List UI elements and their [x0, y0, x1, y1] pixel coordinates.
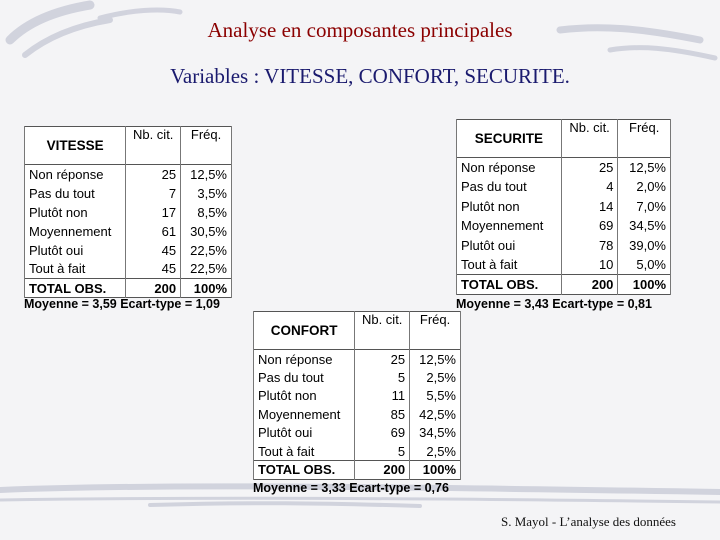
row-label: Moyennement: [457, 216, 562, 236]
vitesse-stats: Moyenne = 3,59 Ecart-type = 1,09: [24, 297, 220, 311]
total-count: 200: [126, 279, 181, 298]
table-row: [254, 368, 461, 387]
row-label: Plutôt non: [25, 203, 126, 222]
table-row: [25, 203, 232, 222]
total-row: [25, 279, 232, 298]
vitesse-col-nb: Nb. cit.: [126, 127, 181, 165]
row-count: 11: [355, 387, 410, 406]
row-count: 4: [561, 177, 618, 197]
total-count: 200: [561, 275, 618, 295]
row-count: 85: [355, 405, 410, 424]
row-freq: 12,5%: [181, 165, 232, 184]
table-row: [25, 241, 232, 260]
table-row: [457, 255, 671, 275]
row-label: Moyennement: [25, 222, 126, 241]
row-freq: 12,5%: [410, 350, 461, 369]
row-label: Plutôt oui: [457, 236, 562, 256]
row-freq: 12,5%: [618, 158, 671, 178]
row-freq: 22,5%: [181, 260, 232, 279]
page-subtitle: Variables : VITESSE, CONFORT, SECURITE.: [170, 64, 570, 88]
row-freq: 5,5%: [410, 387, 461, 406]
row-label: Pas du tout: [457, 177, 562, 197]
total-row: [457, 275, 671, 295]
table-row: [254, 350, 461, 369]
confort-col-freq: Fréq.: [410, 312, 461, 350]
row-freq: 34,5%: [410, 424, 461, 443]
row-freq: 7,0%: [618, 197, 671, 217]
total-freq: 100%: [618, 275, 671, 295]
total-label: TOTAL OBS.: [457, 275, 562, 295]
row-freq: 2,5%: [410, 368, 461, 387]
row-count: 69: [355, 424, 410, 443]
table-row: [457, 197, 671, 217]
row-label: Tout à fait: [254, 442, 355, 461]
confort-stats: Moyenne = 3,33 Ecart-type = 0,76: [253, 481, 449, 495]
row-label: Pas du tout: [25, 184, 126, 203]
securite-header: SECURITE: [457, 120, 562, 158]
row-label: Plutôt non: [457, 197, 562, 217]
row-freq: 2,0%: [618, 177, 671, 197]
total-label: TOTAL OBS.: [254, 461, 355, 480]
row-freq: 39,0%: [618, 236, 671, 256]
table-row: [25, 260, 232, 279]
total-count: 200: [355, 461, 410, 480]
row-count: 25: [355, 350, 410, 369]
row-label: Tout à fait: [25, 260, 126, 279]
table-row: [254, 405, 461, 424]
row-label: Tout à fait: [457, 255, 562, 275]
table-row: [457, 236, 671, 256]
confort-header: CONFORT: [254, 312, 355, 350]
row-count: 69: [561, 216, 618, 236]
row-count: 5: [355, 368, 410, 387]
confort-table: [253, 311, 461, 480]
table-row: [457, 177, 671, 197]
row-count: 45: [126, 241, 181, 260]
row-count: 25: [561, 158, 618, 178]
securite-stats: Moyenne = 3,43 Ecart-type = 0,81: [456, 297, 652, 311]
row-count: 14: [561, 197, 618, 217]
table-row: [457, 158, 671, 178]
total-freq: 100%: [410, 461, 461, 480]
row-label: Non réponse: [457, 158, 562, 178]
row-label: Moyennement: [254, 405, 355, 424]
vitesse-table: [24, 126, 232, 298]
row-freq: 5,0%: [618, 255, 671, 275]
total-label: TOTAL OBS.: [25, 279, 126, 298]
row-freq: 30,5%: [181, 222, 232, 241]
total-freq: 100%: [181, 279, 232, 298]
table-row: [254, 387, 461, 406]
securite-col-freq: Fréq.: [618, 120, 671, 158]
row-count: 78: [561, 236, 618, 256]
row-freq: 2,5%: [410, 442, 461, 461]
row-count: 45: [126, 260, 181, 279]
table-row: [25, 222, 232, 241]
row-count: 25: [126, 165, 181, 184]
row-count: 61: [126, 222, 181, 241]
page-title: Analyse en composantes principales: [207, 18, 513, 42]
table-row: [254, 442, 461, 461]
row-count: 10: [561, 255, 618, 275]
table-row: [457, 216, 671, 236]
row-freq: 34,5%: [618, 216, 671, 236]
row-label: Plutôt oui: [254, 424, 355, 443]
row-label: Pas du tout: [254, 368, 355, 387]
row-count: 7: [126, 184, 181, 203]
vitesse-header: VITESSE: [25, 127, 126, 165]
confort-col-nb: Nb. cit.: [355, 312, 410, 350]
row-count: 5: [355, 442, 410, 461]
table-row: [254, 424, 461, 443]
row-label: Non réponse: [25, 165, 126, 184]
table-row: [25, 184, 232, 203]
row-count: 17: [126, 203, 181, 222]
securite-table: [456, 119, 671, 295]
table-row: [25, 165, 232, 184]
row-label: Plutôt non: [254, 387, 355, 406]
row-freq: 3,5%: [181, 184, 232, 203]
footer-credit: S. Mayol - L’analyse des données: [501, 514, 676, 529]
vitesse-col-freq: Fréq.: [181, 127, 232, 165]
row-freq: 42,5%: [410, 405, 461, 424]
total-row: [254, 461, 461, 480]
securite-col-nb: Nb. cit.: [561, 120, 618, 158]
row-freq: 22,5%: [181, 241, 232, 260]
row-label: Non réponse: [254, 350, 355, 369]
row-freq: 8,5%: [181, 203, 232, 222]
row-label: Plutôt oui: [25, 241, 126, 260]
